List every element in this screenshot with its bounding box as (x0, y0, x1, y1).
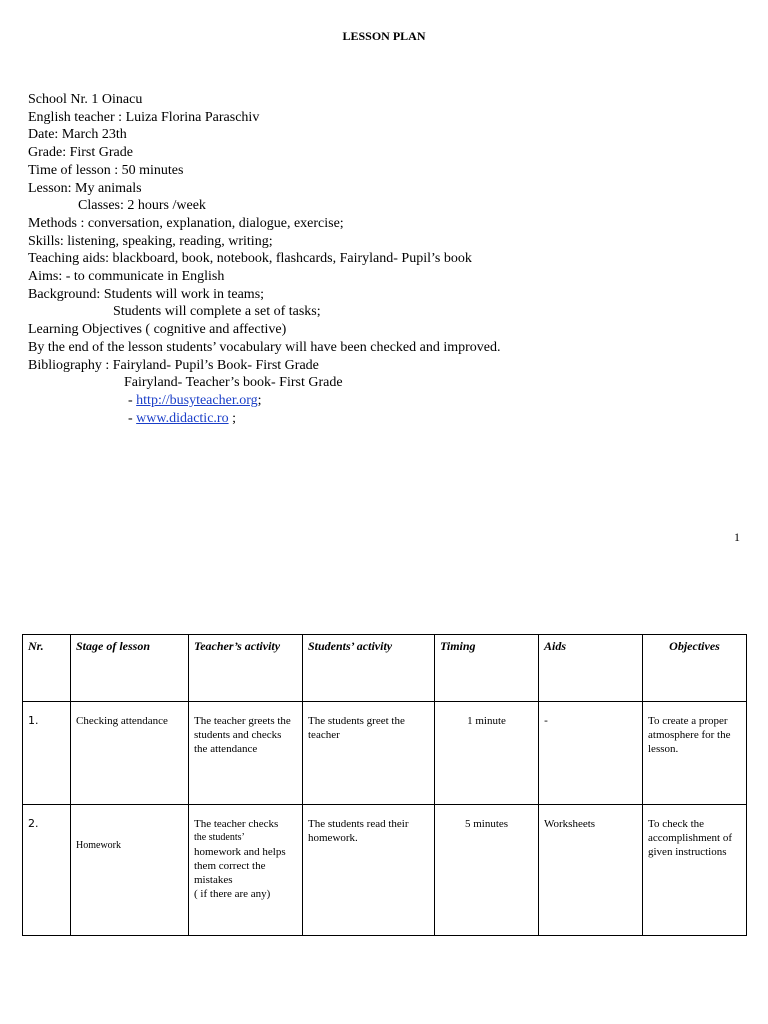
cell-aids: Worksheets (539, 805, 643, 936)
cell-students-activity: The students read their homework. (303, 805, 435, 936)
cell-aids: - (539, 702, 643, 805)
info-by-the-end: By the end of the lesson students’ vocabulary will have been checked and improved. (28, 339, 501, 355)
didactic-link[interactable]: www.didactic.ro (136, 410, 229, 426)
info-school: School Nr. 1 Oinacu (28, 92, 143, 107)
info-date: Date: March 23th (28, 127, 127, 143)
teacher-activity-line-2: the students’ (194, 832, 245, 843)
info-lesson: Lesson: My animals (28, 180, 142, 196)
cell-students-activity: The students greet the teacher (303, 702, 435, 805)
cell-timing: 5 minutes (435, 805, 539, 936)
info-skills: Skills: listening, speaking, reading, writing; (28, 233, 273, 249)
teacher-activity-line-4: ( if there are any) (194, 888, 271, 900)
info-aims: Aims: - to communicate in English (28, 269, 225, 285)
info-learning-objectives: Learning Objectives ( cognitive and affective) (28, 322, 287, 338)
info-bibliography-2: Fairyland- Teacher’s book- First Grade (124, 375, 343, 391)
lesson-table (22, 634, 747, 936)
cell-nr: 1. (23, 702, 71, 805)
info-background-2: Students will complete a set of tasks; (113, 304, 321, 320)
info-methods: Methods : conversation, explanation, dialogue, exercise; (28, 215, 344, 231)
header-aids: Aids (539, 635, 643, 702)
lesson-info (28, 91, 748, 427)
header-teacher-activity: Teacher’s activity (189, 635, 303, 702)
link-2-suffix: ; (228, 410, 236, 426)
header-students-activity: Students’ activity (303, 635, 435, 702)
cell-objectives: To create a proper atmosphere for the lesson. (643, 702, 747, 805)
header-objectives: Objectives (643, 635, 747, 702)
info-teaching-aids: Teaching aids: blackboard, book, notebook, flashcards, Fairyland- Pupil’s book (28, 251, 472, 267)
teacher-activity-line-1: The teacher checks (194, 818, 279, 830)
page-title: LESSON PLAN (342, 29, 426, 43)
header-nr: Nr. (23, 635, 71, 702)
page-number: 1 (734, 530, 740, 544)
info-teacher: English teacher : Luiza Florina Paraschiv (28, 109, 260, 125)
busyteacher-link[interactable]: http://busyteacher.org (136, 392, 258, 408)
link-2-prefix: - (128, 410, 137, 426)
table-row (23, 702, 747, 805)
header-stage: Stage of lesson (71, 635, 189, 702)
header-timing: Timing (435, 635, 539, 702)
info-link-row-1 (28, 392, 748, 410)
info-bibliography-1: Bibliography : Fairyland- Pupil’s Book- First Grade (28, 357, 319, 373)
cell-objectives: To check the accomplishment of given instructions (643, 805, 747, 936)
info-time: Time of lesson : 50 minutes (28, 162, 184, 178)
cell-stage: Checking attendance (71, 702, 189, 805)
link-1-prefix: - (128, 392, 137, 408)
cell-nr: 2. (23, 805, 71, 936)
cell-teacher-activity (189, 805, 303, 936)
info-grade: Grade: First Grade (28, 145, 133, 161)
info-link-row-2 (28, 410, 748, 428)
info-background-1: Background: Students will work in teams; (28, 286, 265, 302)
table-header-row (23, 635, 747, 702)
cell-stage (71, 805, 189, 936)
table-row (23, 805, 747, 936)
stage-text: Homework (76, 840, 121, 851)
cell-timing: 1 minute (435, 702, 539, 805)
info-classes: Classes: 2 hours /week (78, 198, 206, 214)
cell-teacher-activity: The teacher greets the students and checks the attendance (189, 702, 303, 805)
link-1-suffix: ; (257, 392, 262, 408)
teacher-activity-line-3: homework and helps them correct the mistakes (194, 846, 286, 886)
